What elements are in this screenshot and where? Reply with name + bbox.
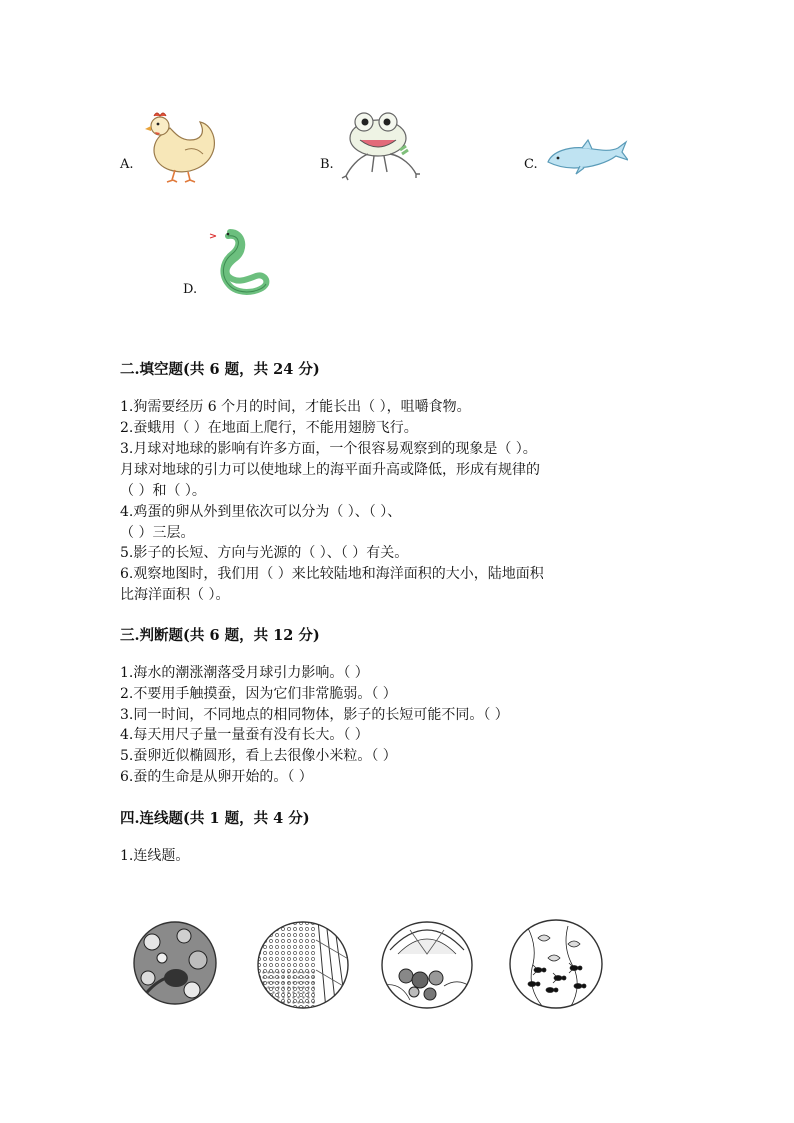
fill-q3: 3.月球对地球的影响有许多方面，一个很容易观察到的现象是（ ）。 (120, 441, 537, 457)
fill-q6: 6.观察地图时，我们用（ ）来比较陆地和海洋面积的大小，陆地面积 (120, 566, 544, 582)
fill-q3-cont: 月球对地球的引力可以使地球上的海平面升高或降低，形成有规律的 (120, 462, 540, 478)
chicken-egg-circle-icon (380, 920, 474, 1010)
section4-title: 四.连线题(共 1 题，共 4 分) (120, 810, 310, 827)
fill-q1: 1.狗需要经历 6 个月的时间，才能长出（ ），咀嚼食物。 (120, 399, 471, 415)
fill-q6-cont: 比海洋面积（ ）。 (120, 587, 230, 603)
judge-q1: 1.海水的潮涨潮落受月球引力影响。（ ） (120, 665, 369, 681)
fill-q5: 5.影子的长短、方向与光源的（ ）、（ ）有关。 (120, 545, 409, 561)
judge-q6: 6.蚕的生命是从卵开始的。（ ） (120, 769, 313, 785)
frog-eggs-circle-icon (256, 920, 350, 1010)
section2-title: 二.填空题(共 6 题，共 24 分) (120, 361, 320, 378)
section3-title: 三.判断题(共 6 题，共 12 分) (120, 627, 320, 644)
fill-q2: 2.蚕蛾用（ ）在地面上爬行，不能用翅膀飞行。 (120, 420, 418, 436)
tadpole-circle-icon (132, 920, 218, 1006)
option-c-label: C. (524, 157, 538, 172)
chicken-icon (130, 106, 220, 184)
ants-circle-icon (508, 918, 604, 1010)
option-a-label: A. (120, 157, 134, 172)
option-d-label: D. (183, 282, 198, 297)
fill-q4-cont: （ ）三层。 (120, 525, 195, 541)
judge-q2: 2.不要用手触摸蚕，因为它们非常脆弱。（ ） (120, 686, 397, 702)
dolphin-icon (544, 138, 628, 178)
judge-q3: 3.同一时间，不同地点的相同物体，影子的长短可能不同。（ ） (120, 707, 509, 723)
judge-q5: 5.蚕卵近似椭圆形，看上去很像小米粒。（ ） (120, 748, 397, 764)
fill-q4: 4.鸡蛋的卵从外到里依次可以分为（ ）、（ ）、 (120, 504, 402, 520)
option-b-label: B. (320, 157, 334, 172)
frog-icon (338, 108, 422, 182)
judge-q4: 4.每天用尺子量一量蚕有没有长大。（ ） (120, 727, 369, 743)
match-q1: 1.连线题。 (120, 848, 190, 864)
fill-q3-cont2: （ ）和（ ）。 (120, 483, 206, 499)
snake-icon (206, 226, 274, 306)
